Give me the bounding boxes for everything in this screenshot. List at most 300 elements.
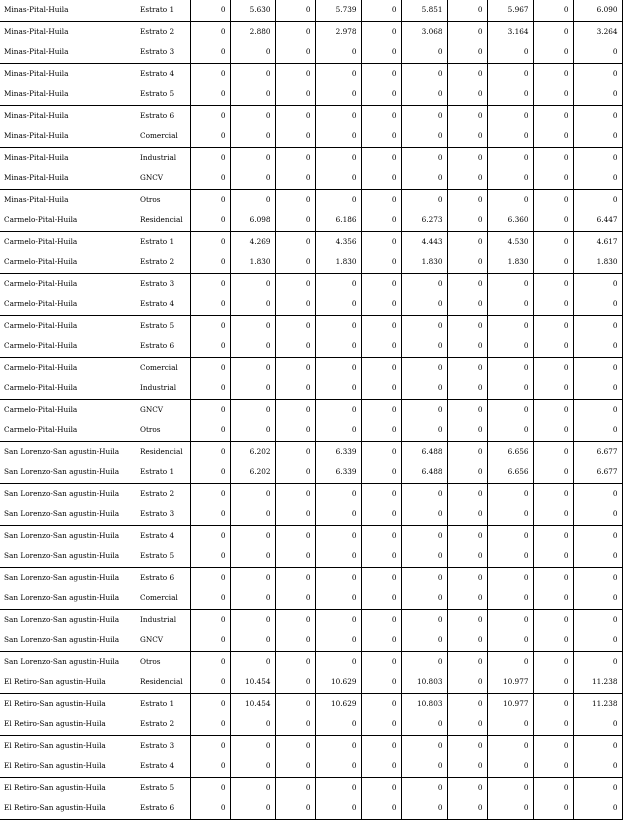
value-cell: 0 <box>190 756 230 777</box>
value-cell: 0 <box>315 42 361 63</box>
value-cell: 0 <box>361 0 401 21</box>
municipio-cell: Carmelo-Pital-Huila <box>4 236 78 246</box>
value-cell: 0 <box>533 210 573 231</box>
estrato-cell: Estrato 3 <box>137 504 190 525</box>
value-cell: 0 <box>533 546 573 567</box>
value-cell: 0 <box>487 126 533 147</box>
value-cell: 0 <box>230 798 275 819</box>
value-cell: 0 <box>275 105 315 126</box>
value-cell: 0 <box>573 756 622 777</box>
value-cell: 0 <box>361 105 401 126</box>
value-cell: 0 <box>447 462 487 483</box>
value-cell: 0 <box>361 609 401 630</box>
value-cell: 0 <box>573 378 622 399</box>
value-cell: 0 <box>487 273 533 294</box>
value-cell: 0 <box>275 147 315 168</box>
value-cell: 0 <box>361 798 401 819</box>
value-cell: 0 <box>401 714 447 735</box>
value-cell: 0 <box>447 693 487 714</box>
value-cell: 0 <box>447 630 487 651</box>
value-cell: 6.360 <box>487 210 533 231</box>
value-cell: 0 <box>487 798 533 819</box>
value-cell: 0 <box>275 504 315 525</box>
value-cell: 0 <box>275 798 315 819</box>
value-cell: 0 <box>230 315 275 336</box>
value-cell: 0 <box>447 294 487 315</box>
value-cell: 0 <box>447 756 487 777</box>
value-cell: 0 <box>401 651 447 672</box>
value-cell: 0 <box>315 756 361 777</box>
value-cell: 0 <box>361 231 401 252</box>
value-cell: 0 <box>361 84 401 105</box>
municipio-cell: Carmelo-Pital-Huila <box>0 252 137 273</box>
municipio-cell: Minas-Pital-Huila <box>0 126 137 147</box>
value-cell: 0 <box>361 546 401 567</box>
value-cell: 0 <box>487 315 533 336</box>
value-cell: 0 <box>533 462 573 483</box>
estrato-cell: Estrato 3 <box>140 740 175 750</box>
value-cell: 0 <box>401 798 447 819</box>
value-cell: 0 <box>190 84 230 105</box>
municipio-cell: San Lorenzo-San agustin-Huila <box>0 462 137 483</box>
value-cell: 0 <box>190 231 230 252</box>
value-cell: 4.443 <box>401 231 447 252</box>
value-cell: 0 <box>230 756 275 777</box>
value-cell: 0 <box>190 315 230 336</box>
municipio-cell: San Lorenzo-San agustin-Huila <box>0 546 137 567</box>
value-cell: 0 <box>487 357 533 378</box>
table-row <box>0 252 622 273</box>
value-cell: 0 <box>533 609 573 630</box>
value-cell: 0 <box>275 651 315 672</box>
value-cell: 0 <box>230 273 275 294</box>
value-cell: 0 <box>230 189 275 210</box>
value-cell: 0 <box>447 168 487 189</box>
table-row <box>0 483 622 504</box>
value-cell: 0 <box>275 756 315 777</box>
table-row <box>0 462 622 483</box>
value-cell: 0 <box>401 336 447 357</box>
municipio-cell: El Retiro-San agustin-Huila <box>4 782 106 792</box>
value-cell: 0 <box>315 630 361 651</box>
value-cell: 0 <box>533 504 573 525</box>
value-cell: 0 <box>573 504 622 525</box>
value-cell: 0 <box>230 126 275 147</box>
table-row <box>0 168 622 189</box>
value-cell: 0 <box>230 420 275 441</box>
estrato-cell: Estrato 5 <box>140 782 175 792</box>
value-cell: 0 <box>190 273 230 294</box>
value-cell: 0 <box>230 651 275 672</box>
value-cell: 0 <box>361 777 401 798</box>
value-cell: 0 <box>190 252 230 273</box>
value-cell: 6.339 <box>315 441 361 462</box>
value-cell: 0 <box>533 63 573 84</box>
value-cell: 6.098 <box>230 210 275 231</box>
value-cell: 0 <box>275 336 315 357</box>
municipio-cell: San Lorenzo-San agustin-Huila <box>0 588 137 609</box>
value-cell: 0 <box>275 777 315 798</box>
value-cell: 0 <box>315 84 361 105</box>
value-cell: 0 <box>533 252 573 273</box>
value-cell: 0 <box>401 105 447 126</box>
value-cell: 0 <box>361 420 401 441</box>
value-cell: 0 <box>401 42 447 63</box>
value-cell: 0 <box>533 0 573 21</box>
value-cell: 0 <box>190 105 230 126</box>
value-cell: 0 <box>573 651 622 672</box>
value-cell: 1.830 <box>315 252 361 273</box>
value-cell: 6.488 <box>401 462 447 483</box>
value-cell: 0 <box>315 63 361 84</box>
estrato-cell: Estrato 5 <box>137 546 190 567</box>
value-cell: 0 <box>447 672 487 693</box>
value-cell: 0 <box>361 588 401 609</box>
value-cell: 5.630 <box>230 0 275 21</box>
value-cell: 0 <box>487 777 533 798</box>
value-cell: 11.238 <box>573 672 622 693</box>
value-cell: 0 <box>533 420 573 441</box>
table-row <box>0 63 622 84</box>
municipio-cell: Carmelo-Pital-Huila <box>4 278 78 288</box>
value-cell: 0 <box>447 609 487 630</box>
value-cell: 0 <box>315 357 361 378</box>
value-cell: 0 <box>275 210 315 231</box>
estrato-cell: Comercial <box>140 362 178 372</box>
value-cell: 0 <box>361 210 401 231</box>
value-cell: 0 <box>230 84 275 105</box>
value-cell: 0 <box>361 756 401 777</box>
value-cell: 0 <box>190 462 230 483</box>
value-cell: 0 <box>275 231 315 252</box>
value-cell: 0 <box>487 147 533 168</box>
value-cell: 0 <box>573 84 622 105</box>
value-cell: 11.238 <box>573 693 622 714</box>
value-cell: 0 <box>315 651 361 672</box>
value-cell: 0 <box>573 420 622 441</box>
value-cell: 0 <box>361 735 401 756</box>
estrato-cell: Industrial <box>140 614 177 624</box>
municipio-cell: Carmelo-Pital-Huila <box>0 378 137 399</box>
value-cell: 0 <box>361 63 401 84</box>
value-cell: 1.830 <box>401 252 447 273</box>
municipio-cell: San Lorenzo-San agustin-Huila <box>4 614 120 624</box>
value-cell: 0 <box>573 483 622 504</box>
municipio-cell: El Retiro-San agustin-Huila <box>4 740 106 750</box>
municipio-cell: San Lorenzo-San agustin-Huila <box>4 656 120 666</box>
value-cell: 0 <box>190 483 230 504</box>
table-row <box>0 525 622 546</box>
value-cell: 0 <box>315 777 361 798</box>
table-row <box>0 147 622 168</box>
value-cell: 0 <box>275 21 315 42</box>
value-cell: 0 <box>361 714 401 735</box>
value-cell: 0 <box>275 441 315 462</box>
value-cell: 0 <box>275 735 315 756</box>
value-cell: 4.530 <box>487 231 533 252</box>
value-cell: 0 <box>190 672 230 693</box>
estrato-cell: Estrato 6 <box>137 336 190 357</box>
value-cell: 3.264 <box>573 21 622 42</box>
value-cell: 0 <box>275 63 315 84</box>
value-cell: 0 <box>275 609 315 630</box>
value-cell: 0 <box>230 357 275 378</box>
value-cell: 0 <box>275 252 315 273</box>
value-cell: 0 <box>275 168 315 189</box>
value-cell: 0 <box>401 630 447 651</box>
table-row <box>0 84 622 105</box>
value-cell: 0 <box>533 126 573 147</box>
municipio-cell: Carmelo-Pital-Huila <box>4 404 78 414</box>
table-row <box>0 210 622 231</box>
value-cell: 0 <box>190 420 230 441</box>
estrato-cell: Estrato 4 <box>137 756 190 777</box>
table-row <box>0 672 622 693</box>
value-cell: 0 <box>361 483 401 504</box>
value-cell: 0 <box>361 441 401 462</box>
value-cell: 0 <box>190 189 230 210</box>
value-cell: 0 <box>573 357 622 378</box>
value-cell: 0 <box>275 714 315 735</box>
value-cell: 0 <box>190 651 230 672</box>
estrato-cell: Estrato 6 <box>140 110 175 120</box>
value-cell: 6.677 <box>573 441 622 462</box>
value-cell: 0 <box>190 567 230 588</box>
value-cell: 0 <box>275 693 315 714</box>
value-cell: 0 <box>487 504 533 525</box>
value-cell: 3.068 <box>401 21 447 42</box>
table-row <box>0 651 622 672</box>
value-cell: 0 <box>487 609 533 630</box>
municipio-cell: Carmelo-Pital-Huila <box>0 294 137 315</box>
municipio-cell: San Lorenzo-San agustin-Huila <box>4 488 120 498</box>
value-cell: 0 <box>447 357 487 378</box>
table-row <box>0 273 622 294</box>
value-cell: 0 <box>190 777 230 798</box>
estrato-cell: Otros <box>140 656 161 666</box>
value-cell: 0 <box>533 588 573 609</box>
estrato-cell: Estrato 6 <box>140 572 175 582</box>
value-cell: 0 <box>533 756 573 777</box>
value-cell: 0 <box>190 42 230 63</box>
value-cell: 1.830 <box>487 252 533 273</box>
value-cell: 0 <box>361 630 401 651</box>
value-cell: 0 <box>447 336 487 357</box>
value-cell: 0 <box>487 420 533 441</box>
value-cell: 0 <box>487 525 533 546</box>
estrato-cell: Estrato 1 <box>140 698 175 708</box>
value-cell: 0 <box>361 315 401 336</box>
value-cell: 0 <box>361 525 401 546</box>
value-cell: 0 <box>275 462 315 483</box>
table-row <box>0 0 622 21</box>
value-cell: 10.977 <box>487 693 533 714</box>
value-cell: 1.830 <box>573 252 622 273</box>
value-cell: 0 <box>361 189 401 210</box>
value-cell: 0 <box>447 105 487 126</box>
value-cell: 0 <box>533 798 573 819</box>
value-cell: 0 <box>230 378 275 399</box>
value-cell: 0 <box>447 714 487 735</box>
value-cell: 0 <box>361 294 401 315</box>
value-cell: 0 <box>401 189 447 210</box>
value-cell: 0 <box>190 609 230 630</box>
value-cell: 0 <box>447 147 487 168</box>
value-cell: 0 <box>315 567 361 588</box>
value-cell: 0 <box>533 525 573 546</box>
value-cell: 0 <box>315 399 361 420</box>
value-cell: 0 <box>533 189 573 210</box>
value-cell: 0 <box>190 378 230 399</box>
value-cell: 0 <box>401 294 447 315</box>
value-cell: 0 <box>447 231 487 252</box>
table-row <box>0 777 622 798</box>
value-cell: 10.803 <box>401 672 447 693</box>
estrato-cell: Estrato 2 <box>140 26 175 36</box>
value-cell: 0 <box>447 588 487 609</box>
value-cell: 0 <box>190 63 230 84</box>
value-cell: 0 <box>315 147 361 168</box>
municipio-cell: Minas-Pital-Huila <box>4 68 69 78</box>
value-cell: 0 <box>401 399 447 420</box>
value-cell: 0 <box>573 546 622 567</box>
estrato-cell: Estrato 2 <box>137 714 190 735</box>
estrato-cell: Residencial <box>137 210 190 231</box>
table-row <box>0 588 622 609</box>
value-cell: 0 <box>275 357 315 378</box>
value-cell: 0 <box>361 462 401 483</box>
value-cell: 0 <box>533 273 573 294</box>
municipio-cell: Minas-Pital-Huila <box>0 168 137 189</box>
value-cell: 0 <box>487 630 533 651</box>
municipio-cell: El Retiro-San agustin-Huila <box>0 756 137 777</box>
value-cell: 0 <box>275 189 315 210</box>
value-cell: 0 <box>230 336 275 357</box>
value-cell: 0 <box>487 483 533 504</box>
table-row <box>0 21 622 42</box>
municipio-cell: Carmelo-Pital-Huila <box>0 336 137 357</box>
value-cell: 0 <box>487 735 533 756</box>
value-cell: 0 <box>573 147 622 168</box>
value-cell: 0 <box>315 714 361 735</box>
value-cell: 0 <box>401 504 447 525</box>
value-cell: 0 <box>533 357 573 378</box>
value-cell: 0 <box>573 168 622 189</box>
value-cell: 0 <box>533 336 573 357</box>
value-cell: 6.090 <box>573 0 622 21</box>
value-cell: 6.186 <box>315 210 361 231</box>
value-cell: 0 <box>361 651 401 672</box>
value-cell: 0 <box>275 126 315 147</box>
value-cell: 1.830 <box>230 252 275 273</box>
value-cell: 0 <box>315 609 361 630</box>
value-cell: 0 <box>230 504 275 525</box>
municipio-cell: San Lorenzo-San agustin-Huila <box>4 530 120 540</box>
value-cell: 0 <box>275 588 315 609</box>
value-cell: 0 <box>315 525 361 546</box>
value-cell: 0 <box>275 0 315 21</box>
value-cell: 0 <box>573 714 622 735</box>
value-cell: 0 <box>315 273 361 294</box>
estrato-cell: GNCV <box>137 630 190 651</box>
table-row <box>0 630 622 651</box>
value-cell: 0 <box>190 147 230 168</box>
value-cell: 6.447 <box>573 210 622 231</box>
municipio-cell: Minas-Pital-Huila <box>0 42 137 63</box>
estrato-cell: Estrato 4 <box>137 294 190 315</box>
value-cell: 0 <box>361 672 401 693</box>
value-cell: 0 <box>573 609 622 630</box>
value-cell: 0 <box>230 63 275 84</box>
table-row <box>0 693 622 714</box>
value-cell: 0 <box>447 42 487 63</box>
value-cell: 0 <box>361 273 401 294</box>
value-cell: 0 <box>487 189 533 210</box>
value-cell: 0 <box>315 483 361 504</box>
table-row <box>0 105 622 126</box>
value-cell: 2.978 <box>315 21 361 42</box>
table-row <box>0 609 622 630</box>
value-cell: 0 <box>230 525 275 546</box>
value-cell: 0 <box>315 336 361 357</box>
value-cell: 10.803 <box>401 693 447 714</box>
value-cell: 0 <box>401 357 447 378</box>
value-cell: 0 <box>230 588 275 609</box>
value-cell: 0 <box>447 567 487 588</box>
value-cell: 0 <box>401 147 447 168</box>
value-cell: 0 <box>315 168 361 189</box>
municipio-cell: Carmelo-Pital-Huila <box>0 420 137 441</box>
table-row <box>0 42 622 63</box>
value-cell: 0 <box>487 42 533 63</box>
value-cell: 6.656 <box>487 441 533 462</box>
value-cell: 0 <box>447 546 487 567</box>
value-cell: 0 <box>401 168 447 189</box>
value-cell: 0 <box>275 567 315 588</box>
value-cell: 0 <box>487 651 533 672</box>
value-cell: 6.339 <box>315 462 361 483</box>
value-cell: 0 <box>533 168 573 189</box>
value-cell: 0 <box>533 294 573 315</box>
table-row <box>0 714 622 735</box>
estrato-cell: Industrial <box>140 152 177 162</box>
value-cell: 0 <box>190 630 230 651</box>
value-cell: 0 <box>361 504 401 525</box>
municipio-cell: Carmelo-Pital-Huila <box>4 320 78 330</box>
table-row <box>0 798 622 819</box>
value-cell: 0 <box>315 546 361 567</box>
value-cell: 0 <box>447 651 487 672</box>
value-cell: 0 <box>573 294 622 315</box>
value-cell: 4.269 <box>230 231 275 252</box>
value-cell: 0 <box>361 336 401 357</box>
value-cell: 0 <box>447 189 487 210</box>
value-cell: 0 <box>190 546 230 567</box>
value-cell: 0 <box>401 756 447 777</box>
value-cell: 0 <box>401 315 447 336</box>
value-cell: 0 <box>573 798 622 819</box>
value-cell: 0 <box>230 630 275 651</box>
value-cell: 0 <box>573 273 622 294</box>
estrato-cell: GNCV <box>140 404 164 414</box>
municipio-cell: Carmelo-Pital-Huila <box>4 362 78 372</box>
value-cell: 0 <box>401 735 447 756</box>
value-cell: 0 <box>573 105 622 126</box>
estrato-cell: Otros <box>140 194 161 204</box>
value-cell: 3.164 <box>487 21 533 42</box>
value-cell: 5.851 <box>401 0 447 21</box>
value-cell: 0 <box>275 630 315 651</box>
